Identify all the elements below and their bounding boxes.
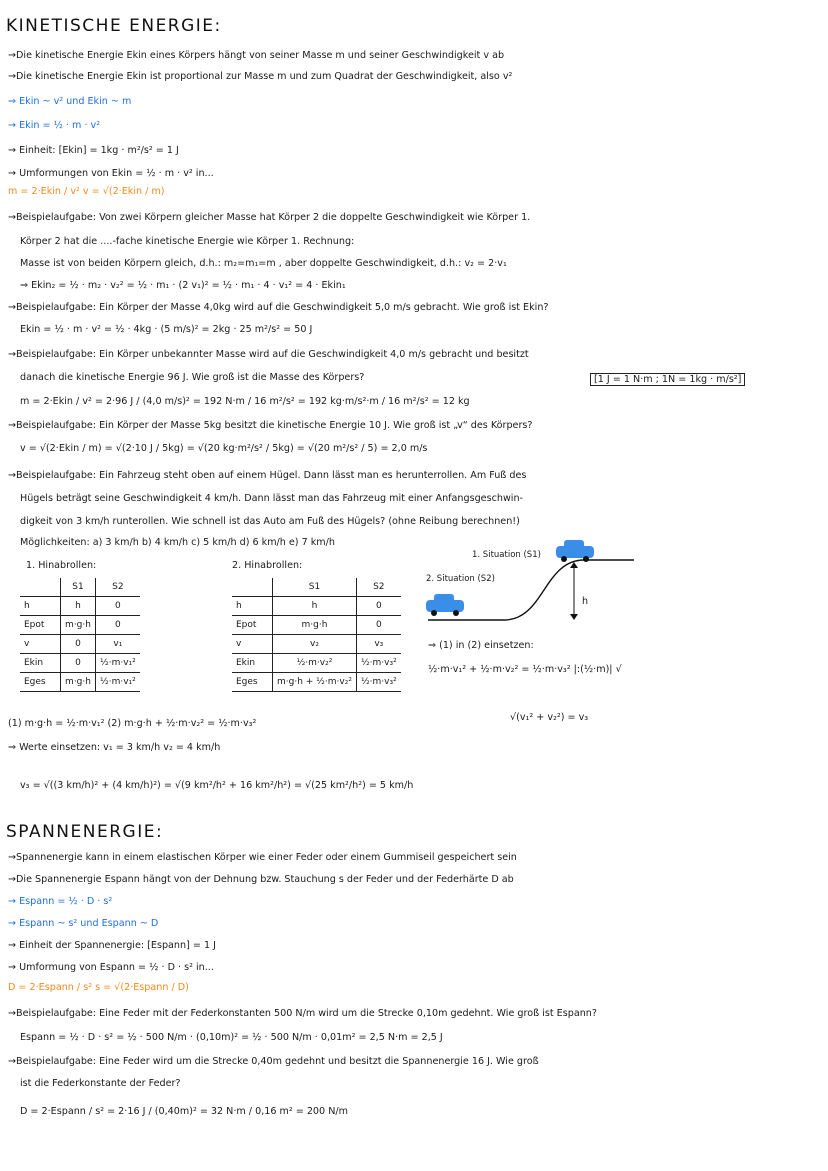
height-label: h	[582, 596, 589, 607]
kin-rearranged-formulas: m = 2·Ekin / v² v = √(2·Ekin / m)	[8, 186, 165, 197]
spann-line-0: →Spannenergie kann in einem elastischen Körper wie einer Feder oder einem Gummiseil gespeichert sein	[8, 852, 517, 863]
v3-formula: √(v₁² + v₂²) = v₃	[510, 712, 589, 723]
spann-unit: → Einheit der Spannenergie: [Espann] = 1 J	[8, 940, 216, 951]
kin-line-1: →Die kinetische Energie Ekin ist proportional zur Masse m und zum Quadrat der Geschwindigkeit, also v²	[8, 71, 513, 82]
spring-energy-heading: SPANNENERGIE:	[6, 822, 164, 842]
kin-unit: → Einheit: [Ekin] = 1kg · m²/s² = 1 J	[8, 145, 179, 156]
kin-ex4-question: →Beispielaufgabe: Ein Körper der Masse 5kg besitzt die kinetische Energie 10 J. Wie groß ist „v“ des Körpers?	[8, 420, 533, 431]
kin-ex1-question: →Beispielaufgabe: Von zwei Körpern gleicher Masse hat Körper 2 die doppelte Geschwindigkeit wie Körper 1.	[8, 212, 531, 223]
kin-ex3-question: →Beispielaufgabe: Ein Körper unbekannter Masse wird auf die Geschwindigkeit 4,0 m/s gebracht und besitzt	[8, 349, 529, 360]
kin-ex2-solution: Ekin = ½ · m · v² = ½ · 4kg · (5 m/s)² = 2kg · 25 m²/s² = 50 J	[20, 324, 313, 335]
car-bottom-icon	[426, 594, 464, 616]
equations-1-2: (1) m·g·h = ½·m·v₁² (2) m·g·h + ½·m·v₂² = ½·m·v₃²	[8, 718, 257, 729]
spann-ex2-question: →Beispielaufgabe: Eine Feder wird um die Strecke 0,40m gedehnt und besitzt die Spannenergie 16 J. Wie groß	[8, 1056, 539, 1067]
spann-line-1: →Die Spannenergie Espann hängt von der Dehnung bzw. Stauchung s der Feder und der Federhärte D ab	[8, 874, 514, 885]
kin-ex5-question-2: Hügels beträgt seine Geschwindigkeit 4 km/h. Dann lässt man das Fahrzeug mit einer Anfangsgeschwin-	[20, 493, 523, 504]
table1-caption: 1. Hinabrollen:	[26, 560, 97, 571]
v3-calculation: v₃ = √((3 km/h)² + (4 km/h)²) = √(9 km²/h² + 16 km²/h²) = √(25 km²/h²) = 5 km/h	[20, 780, 414, 791]
kin-ex1-question-2: Körper 2 hat die ....-fache kinetische Energie wie Körper 1. Rechnung:	[20, 236, 355, 247]
kin-ex5-options: Möglichkeiten: a) 3 km/h b) 4 km/h c) 5 km/h d) 6 km/h e) 7 km/h	[20, 537, 335, 548]
kin-ex5-question: →Beispielaufgabe: Ein Fahrzeug steht oben auf einem Hügel. Dann lässt man es herunterrollen. Am Fuß des	[8, 470, 527, 481]
spann-rearrange: → Umformung von Espann = ½ · D · s² in...	[8, 962, 214, 973]
situation1-label: 1. Situation (S1)	[472, 550, 541, 560]
kin-ex1-solution: ⇒ Ekin₂ = ½ · m₂ · v₂² = ½ · m₁ · (2 v₁)² = ½ · m₁ · 4 · v₁² = 4 · Ekin₁	[20, 280, 346, 291]
kin-ex5-question-3: digkeit von 3 km/h runterollen. Wie schnell ist das Auto am Fuß des Hügels? (ohne Reibung berechnen!)	[20, 516, 520, 527]
kin-ex4-solution: v = √(2·Ekin / m) = √(2·10 J / 5kg) = √(20 kg·m²/s² / 5kg) = √(20 m²/s² / 5) = 2,0 m/s	[20, 443, 428, 454]
spann-ex2-question-2: ist die Federkonstante der Feder?	[20, 1078, 181, 1089]
kin-ex1-given: Masse ist von beiden Körpern gleich, d.h.: m₂=m₁=m , aber doppelte Geschwindigkeit, d.h.: v₂ = 2·v₁	[20, 258, 507, 269]
kinetic-energy-heading: KINETISCHE ENERGIE:	[6, 16, 222, 36]
kin-ex3-solution: m = 2·Ekin / v² = 2·96 J / (4,0 m/s)² = 192 N·m / 16 m²/s² = 192 kg·m/s²·m / 16 m²/s² = 12 kg	[20, 396, 470, 407]
insert-values: ⇒ Werte einsetzen: v₁ = 3 km/h v₂ = 4 km/h	[8, 742, 221, 753]
unit-note-box: [1 J = 1 N·m ; 1N = 1kg · m/s²]	[590, 374, 745, 386]
substitute-note: ⇒ (1) in (2) einsetzen:	[428, 640, 534, 651]
height-arrow-bottom	[570, 614, 578, 620]
spann-ex2-solution: D = 2·Espann / s² = 2·16 J / (0,40m)² = 32 N·m / 0,16 m² = 200 N/m	[20, 1106, 348, 1117]
spann-proportional: → Espann ~ s² und Espann ~ D	[8, 918, 159, 929]
table-first-roll: S1 S2 h h 0 Epot m·g·h 0 v 0 v₁ Ekin 0 ½·m·v₁² Eges m·g·h ½·m·v₁²	[20, 578, 140, 692]
kin-rearrange: → Umformungen von Ekin = ½ · m · v² in...	[8, 168, 214, 179]
kin-ex3-question-2: danach die kinetische Energie 96 J. Wie groß ist die Masse des Körpers?	[20, 372, 365, 383]
table-second-roll: S1 S2 h h 0 Epot m·g·h 0 v v₂ v₃ Ekin ½·m·v₂² ½·m·v₃² Eges m·g·h + ½·m·v₂² ½·m·v₃²	[232, 578, 401, 692]
table2-caption: 2. Hinabrollen:	[232, 560, 303, 571]
car-top-icon	[556, 540, 594, 562]
spann-formula: → Espann = ½ · D · s²	[8, 896, 113, 907]
kin-line-0: →Die kinetische Energie Ekin eines Körpers hängt von seiner Masse m und seiner Geschwindigkeit v ab	[8, 50, 505, 61]
kin-line-2: ⇒ Ekin ~ v² und Ekin ~ m	[8, 96, 132, 107]
spann-rearranged-formulas: D = 2·Espann / s² s = √(2·Espann / D)	[8, 982, 189, 993]
situation2-label: 2. Situation (S2)	[426, 574, 495, 584]
energy-sum-equation: ½·m·v₁² + ½·m·v₂² = ½·m·v₃² |:(½·m)| √	[428, 664, 622, 675]
spann-ex1-solution: Espann = ½ · D · s² = ½ · 500 N/m · (0,10m)² = ½ · 500 N/m · 0,01m² = 2,5 N·m = 2,5 J	[20, 1032, 443, 1043]
spann-ex1-question: →Beispielaufgabe: Eine Feder mit der Federkonstanten 500 N/m wird um die Strecke 0,10m gedehnt. Wie groß ist Espann?	[8, 1008, 597, 1019]
kin-formula: → Ekin = ½ · m · v²	[8, 120, 101, 131]
kin-ex2-question: →Beispielaufgabe: Ein Körper der Masse 4,0kg wird auf die Geschwindigkeit 5,0 m/s gebracht. Wie groß ist Ekin?	[8, 302, 549, 313]
